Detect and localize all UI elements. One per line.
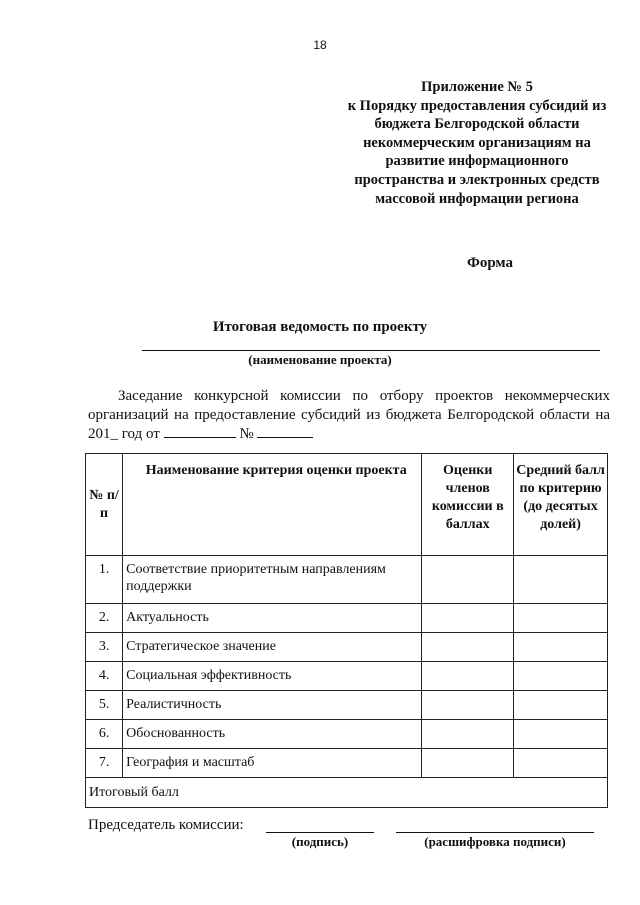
table-row: [86, 556, 608, 604]
average-cell[interactable]: [514, 662, 608, 691]
appendix-line: некоммерческим организациям на: [363, 134, 591, 151]
session-text: Заседание конкурсной комиссии по отбору проектов некоммерческих организаций на предоставление субсидий из бюджета Белгородской области на 201_ год от: [88, 388, 610, 442]
row-num: 4.: [86, 662, 123, 691]
row-criterion: Социальная эффективность: [123, 662, 422, 691]
table-row: [86, 662, 608, 691]
page-number: 18: [313, 38, 327, 52]
appendix-header: [312, 78, 640, 208]
average-cell[interactable]: [514, 604, 608, 633]
average-cell[interactable]: [514, 556, 608, 604]
score-cell[interactable]: [422, 749, 514, 778]
project-name-caption: (наименование проекта): [248, 352, 392, 367]
average-cell[interactable]: [514, 749, 608, 778]
score-cell[interactable]: [422, 691, 514, 720]
signature-decode-line[interactable]: [396, 832, 594, 833]
row-criterion: Стратегическое значение: [123, 633, 422, 662]
row-criterion: Обоснованность: [123, 720, 422, 749]
row-criterion: Соответствие приоритетным направлениям поддержки: [123, 556, 422, 604]
signature-line[interactable]: [266, 832, 374, 833]
number-sign: №: [239, 426, 254, 442]
form-label: Форма: [466, 255, 514, 271]
row-num: 3.: [86, 633, 123, 662]
appendix-line: к Порядку предоставления субсидий из: [347, 97, 607, 114]
total-label: Итоговый балл: [86, 778, 608, 808]
appendix-line: Приложение № 5: [421, 79, 533, 95]
score-cell[interactable]: [422, 662, 514, 691]
average-cell[interactable]: [514, 720, 608, 749]
row-criterion: Реалистичность: [123, 691, 422, 720]
average-cell[interactable]: [514, 633, 608, 662]
date-blank[interactable]: [164, 425, 236, 438]
score-cell[interactable]: [422, 604, 514, 633]
row-criterion: География и масштаб: [123, 749, 422, 778]
header-num: № п/п: [86, 454, 123, 556]
signature-decode-caption: (расшифровка подписи): [424, 834, 566, 849]
criteria-table: [85, 453, 608, 808]
table-row: [86, 749, 608, 778]
total-row: [86, 778, 608, 808]
appendix-line: пространства и электронных средств: [354, 171, 600, 188]
header-average: Средний балл по критерию (до десятых долей): [514, 454, 608, 556]
score-cell[interactable]: [422, 633, 514, 662]
document-title: Итоговая ведомость по проекту: [212, 319, 428, 335]
row-num: 7.: [86, 749, 123, 778]
appendix-line: массовой информации региона: [375, 190, 579, 207]
signature-caption: (подпись): [291, 834, 349, 849]
appendix-line: развитие информационного: [385, 153, 569, 170]
project-name-line[interactable]: [142, 350, 600, 351]
average-cell[interactable]: [514, 691, 608, 720]
score-cell[interactable]: [422, 556, 514, 604]
score-cell[interactable]: [422, 720, 514, 749]
appendix-line: бюджета Белгородской области: [374, 116, 580, 133]
row-num: 5.: [86, 691, 123, 720]
table-row: [86, 720, 608, 749]
row-num: 2.: [86, 604, 123, 633]
number-blank[interactable]: [257, 425, 313, 438]
session-paragraph: [88, 387, 610, 444]
table-row: [86, 691, 608, 720]
table-row: [86, 604, 608, 633]
table-row: [86, 633, 608, 662]
row-num: 1.: [86, 556, 123, 604]
header-criterion: Наименование критерия оценки проекта: [123, 454, 422, 556]
row-criterion: Актуальность: [123, 604, 422, 633]
table-header-row: [86, 454, 608, 556]
row-num: 6.: [86, 720, 123, 749]
header-scores: Оценки членов комиссии в баллах: [422, 454, 514, 556]
chair-label: Председатель комиссии:: [88, 817, 244, 833]
